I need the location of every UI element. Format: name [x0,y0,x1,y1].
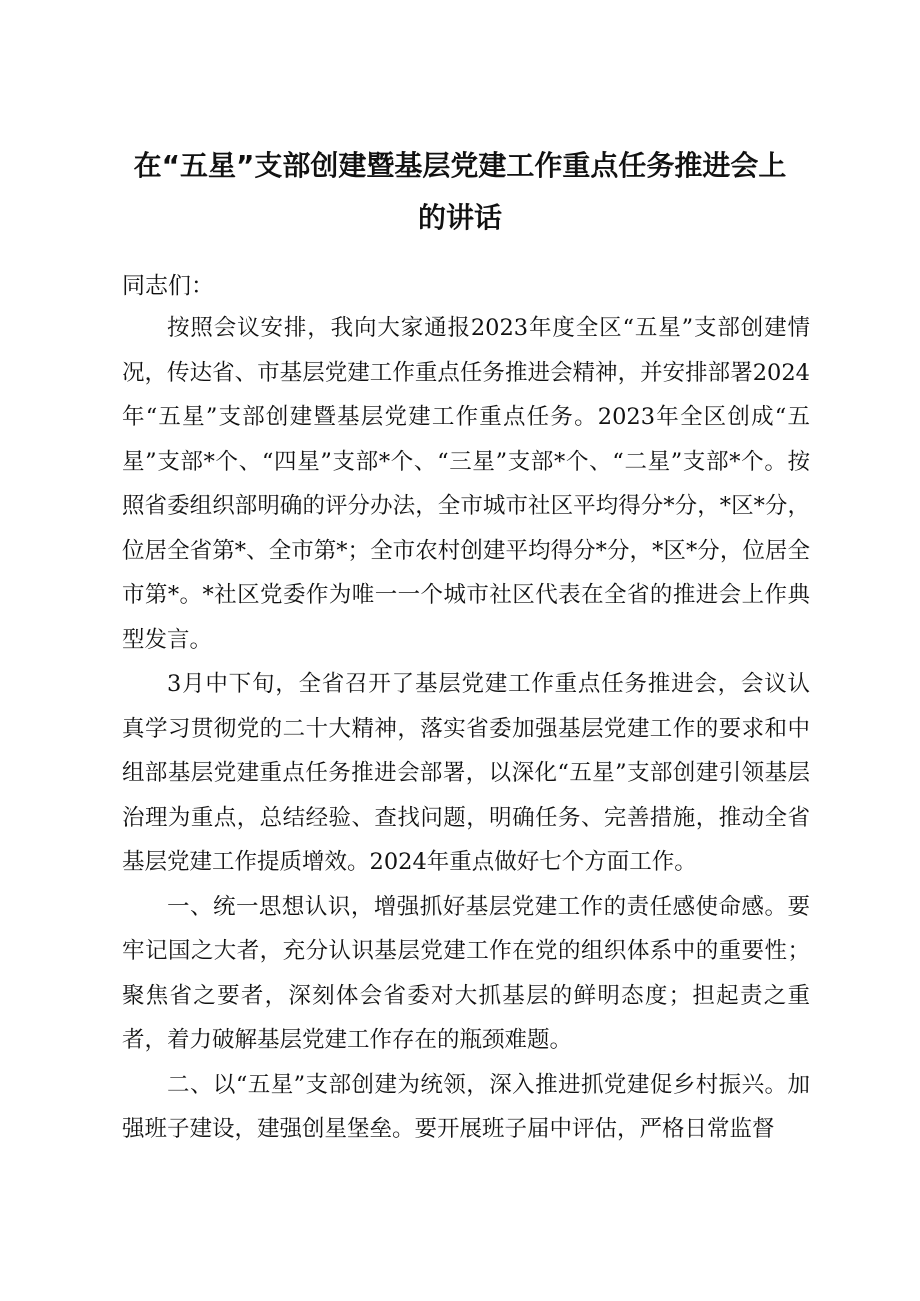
title-line-2: 的讲话 [417,201,502,234]
paragraph-1: 按照会议安排，我向大家通报2023年度全区“五星”支部创建情况，传达省、市基层党建工作重点任务推进会精神，并安排部署2024年“五星”支部创建暨基层党建工作重点任务。2023年全区创成“五星”支部*个、“四星”支部*个、“三星”支部*个、“二星”支部*个。按照省委组织部明确的评分办法，全市城市社区平均得分*分，*区*分，位居全省第*、全市第*；全市农村创建平均得分*分，*区*分，位居全市第*。*社区党委作为唯一一个城市社区代表在全省的推进会上作典型发言。 [122,315,810,653]
paragraph-2: 3月中下旬，全省召开了基层党建工作重点任务推进会，会议认真学习贯彻党的二十大精神，落实省委加强基层党建工作的要求和中组部基层党建重点任务推进会部署，以深化“五星”支部创建引领基层治理为重点，总结经验、查找问题，明确任务、完善措施，推动全省基层党建工作提质增效。2024年重点做好七个方面工作。 [122,671,810,875]
document-body [122,306,810,1152]
paragraph-3: 一、统一思想认识，增强抓好基层党建工作的责任感使命感。要牢记国之大者，充分认识基层党建工作在党的组织体系中的重要性；聚焦省之要者，深刻体会省委对大抓基层的鲜明态度；担起责之重者，着力破解基层党建工作存在的瓶颈难题。 [122,893,810,1053]
paragraph-4: 二、以“五星”支部创建为统领，深入推进抓党建促乡村振兴。加强班子建设，建强创星堡垒。要开展班子届中评估，严格日常监督 [122,1071,810,1142]
salutation: 同志们： [122,273,214,299]
title-line-1: 在“五星”支部创建暨基层党建工作重点任务推进会上 [133,149,787,182]
document-title [110,140,810,244]
